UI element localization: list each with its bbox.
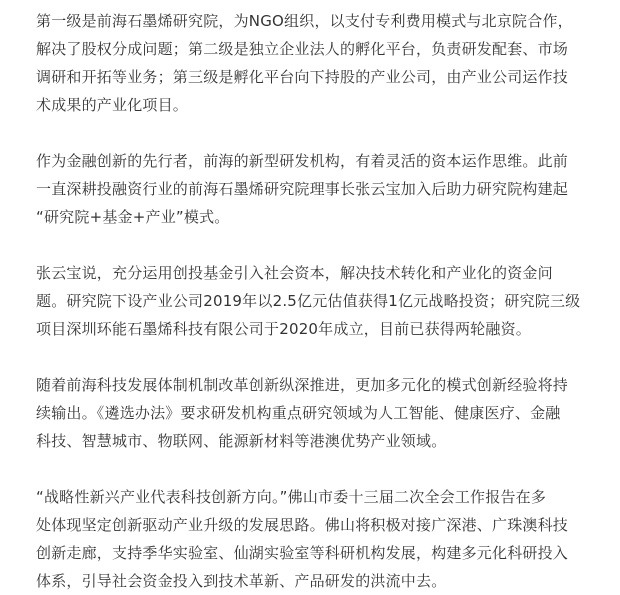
paragraph-line: 一直深耕投融资行业的前海石墨烯研究院理事长张云宝加入后助力研究院构建起 — [36, 180, 569, 198]
paragraph-line: 第一级是前海石墨烯研究院，为NGO组织，以支付专利费用模式与北京院合作， — [36, 12, 573, 30]
paragraph-reform-output — [36, 371, 600, 455]
paragraph-line: 体系，引导社会资金投入到技术革新、产品研发的洪流中去。 — [36, 572, 447, 590]
paragraph-foshan-strategy — [36, 483, 600, 595]
paragraph-line: 续输出。《遴选办法》要求研发机构重点研究领域为人工智能、健康医疗、金融 — [36, 404, 561, 422]
paragraph-line: 科技、智慧城市、物联网、能源新材料等港澳优势产业领域。 — [36, 432, 447, 450]
paragraph-line: “战略性新兴产业代表科技创新方向。”佛山市委十三届二次全会工作报告在多 — [36, 488, 547, 506]
paragraph-line: 处体现坚定创新驱动产业升级的发展思路。佛山将积极对接广深港、广珠澳科技 — [36, 516, 569, 534]
paragraph-line: 作为金融创新的先行者，前海的新型研发机构，有着灵活的资本运作思维。此前 — [36, 152, 569, 170]
paragraph-line: 解决了股权分成问题；第二级是独立企业法人的孵化平台，负责研发配套、市场 — [36, 40, 569, 58]
paragraph-venture-funding — [36, 259, 600, 343]
paragraph-line: “研究院+基金+产业”模式。 — [36, 208, 230, 226]
paragraph-incubation-structure — [36, 7, 600, 119]
paragraph-line: 创新走廊，支持季华实验室、仙湖实验室等科研机构发展，构建多元化科研投入 — [36, 544, 569, 562]
paragraph-line: 调研和开拓等业务；第三级是孵化平台向下持股的产业公司，由产业公司运作技 — [36, 68, 569, 86]
paragraph-line: 随着前海科技发展体制机制改革创新纵深推进，更加多元化的模式创新经验将持 — [36, 376, 569, 394]
paragraph-line: 题。研究院下设产业公司2019年以2.5亿元估值获得1亿元战略投资；研究院三级 — [36, 292, 581, 310]
paragraph-capital-model — [36, 147, 600, 231]
paragraph-line: 术成果的产业化项目。 — [36, 96, 189, 114]
paragraph-line: 张云宝说，充分运用创投基金引入社会资本，解决技术转化和产业化的资金问 — [36, 264, 553, 282]
paragraph-line: 项目深圳环能石墨烯科技有限公司于2020年成立，目前已获得两轮融资。 — [36, 320, 531, 338]
